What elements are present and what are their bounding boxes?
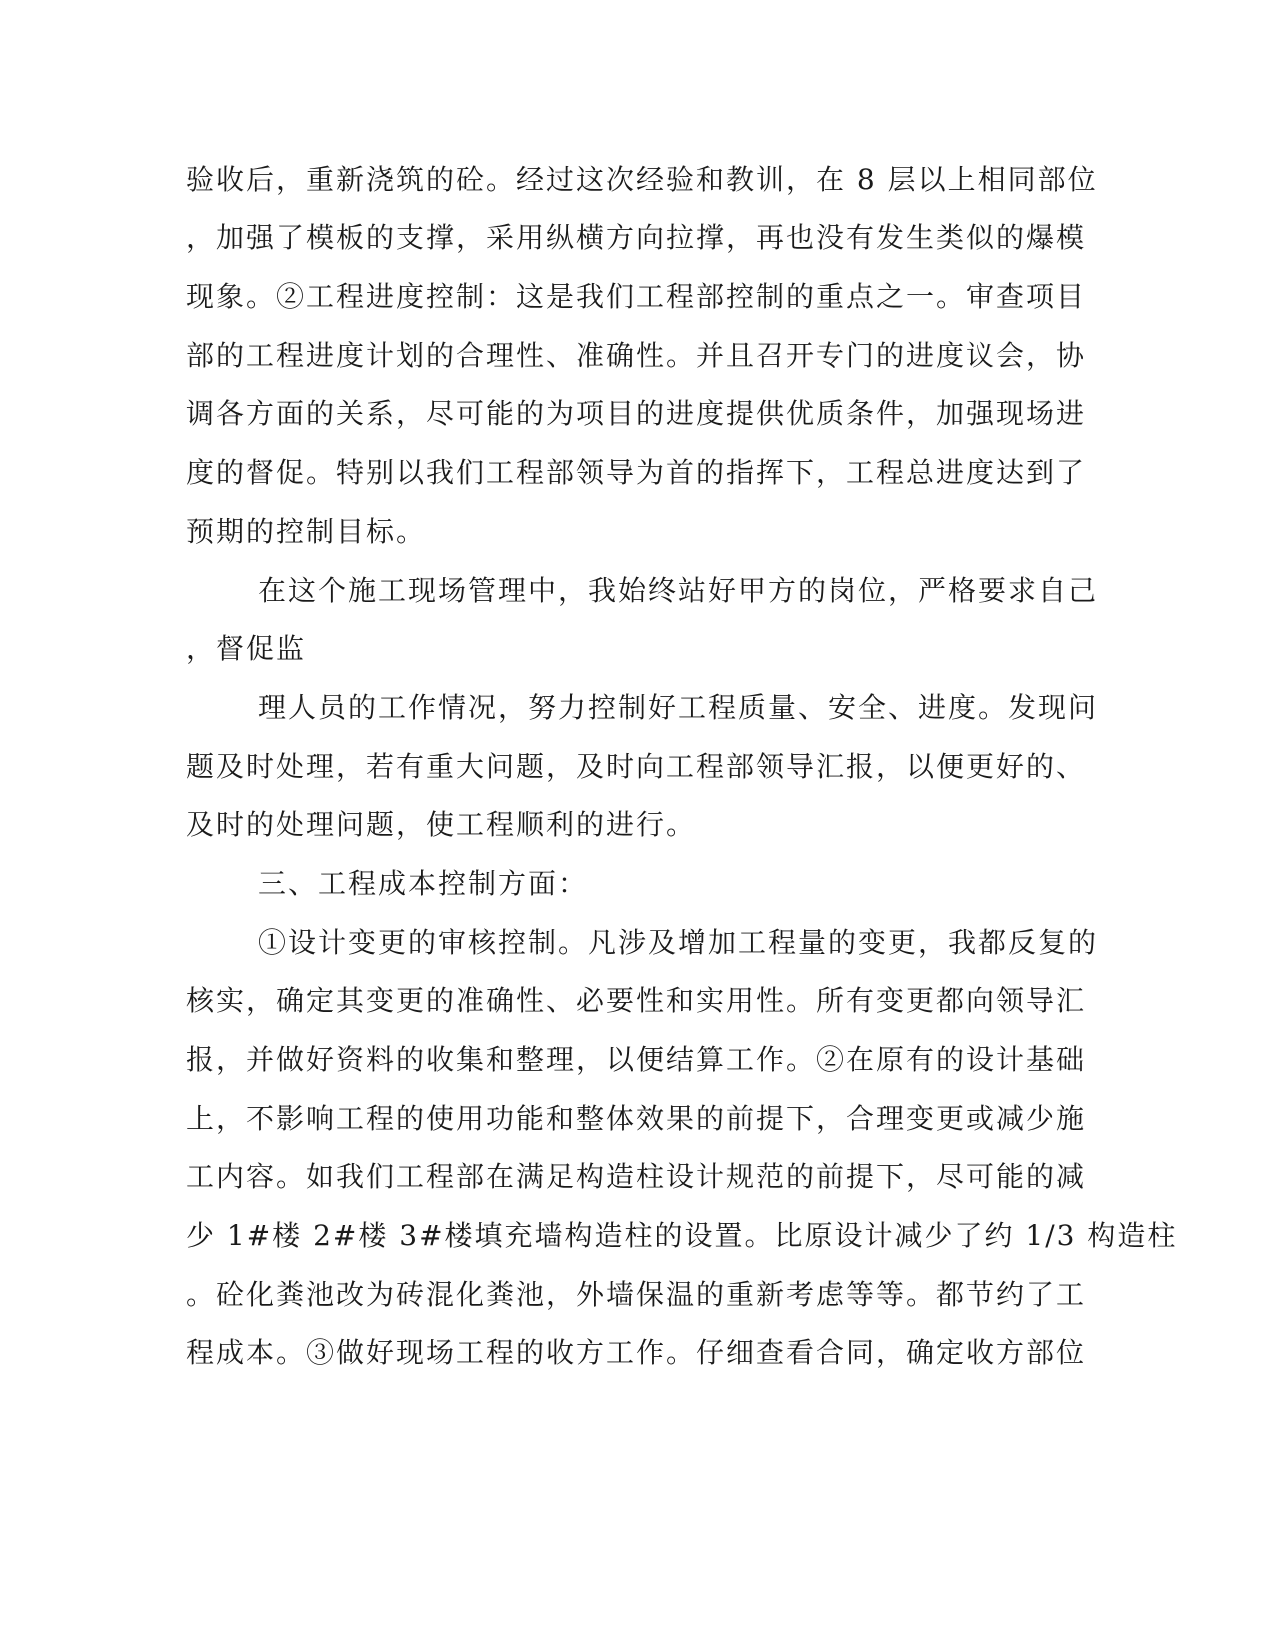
paragraph-line: 。砼化粪池改为砖混化粪池，外墙保温的重新考虑等等。都节约了工	[186, 1278, 1087, 1311]
paragraph-line: ①设计变更的审核控制。凡涉及增加工程量的变更，我都反复的	[258, 926, 1099, 959]
paragraph-line: 理人员的工作情况，努力控制好工程质量、安全、进度。发现问	[258, 691, 1099, 724]
paragraph-line: 度的督促。特别以我们工程部领导为首的指挥下，工程总进度达到了	[186, 456, 1087, 489]
section-heading: 三、工程成本控制方面：	[258, 867, 589, 900]
paragraph-line: 报，并做好资料的收集和整理，以便结算工作。②在原有的设计基础	[186, 1043, 1087, 1076]
paragraph-line: 验收后，重新浇筑的砼。经过这次经验和教训，在 8 层以上相同部位	[186, 163, 1098, 196]
paragraph-line: 上，不影响工程的使用功能和整体效果的前提下，合理变更或减少施	[186, 1102, 1087, 1135]
paragraph-line: 题及时处理，若有重大问题，及时向工程部领导汇报，以便更好的、	[186, 750, 1087, 783]
paragraph-line: 核实，确定其变更的准确性、必要性和实用性。所有变更都向领导汇	[186, 984, 1087, 1017]
paragraph-line: 调各方面的关系，尽可能的为项目的进度提供优质条件，加强现场进	[186, 397, 1087, 430]
paragraph-line: 少 1#楼 2#楼 3#楼填充墙构造柱的设置。比原设计减少了约 1/3 构造柱	[186, 1219, 1178, 1252]
paragraph-line: ，加强了模板的支撑，采用纵横方向拉撑，再也没有发生类似的爆模	[186, 221, 1087, 254]
paragraph-line: 程成本。③做好现场工程的收方工作。仔细查看合同，确定收方部位	[186, 1336, 1087, 1369]
paragraph-line: 及时的处理问题，使工程顺利的进行。	[186, 808, 697, 841]
paragraph-line: 现象。②工程进度控制：这是我们工程部控制的重点之一。审查项目	[186, 280, 1087, 313]
paragraph-line: 预期的控制目标。	[186, 515, 427, 548]
paragraph-line: ，督促监	[186, 632, 307, 665]
paragraph-line: 工内容。如我们工程部在满足构造柱设计规范的前提下，尽可能的减	[186, 1160, 1087, 1193]
paragraph-line: 部的工程进度计划的合理性、准确性。并且召开专门的进度议会，协	[186, 339, 1087, 372]
paragraph-line: 在这个施工现场管理中，我始终站好甲方的岗位，严格要求自己	[258, 574, 1099, 607]
